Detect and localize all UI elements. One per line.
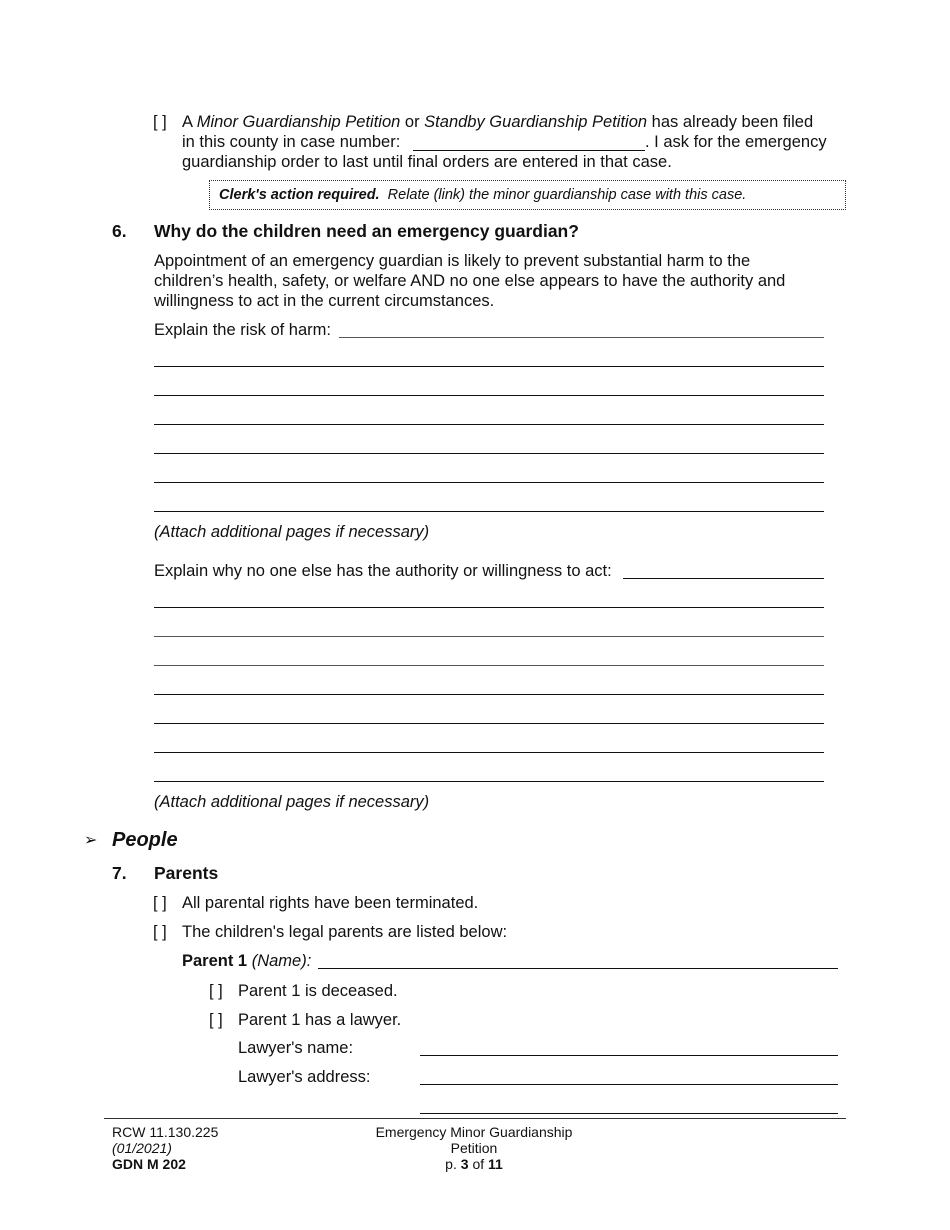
authority-line-6[interactable] xyxy=(154,752,824,753)
risk-of-harm-label: Explain the risk of harm: xyxy=(154,321,331,339)
lawyer-name-label: Lawyer's name: xyxy=(238,1039,354,1057)
standby-or: or xyxy=(404,113,420,131)
lawyer-address-field-2[interactable] xyxy=(420,1113,838,1114)
risk-line-1[interactable] xyxy=(154,366,824,367)
risk-line-2[interactable] xyxy=(154,395,824,396)
section-6-heading: Why do the children need an emergency guardian? xyxy=(154,221,579,241)
attach-note-2: (Attach additional pages if necessary) xyxy=(154,793,430,811)
page-of: of xyxy=(472,1156,485,1172)
parent-1-label-group xyxy=(182,951,311,971)
clerk-action-box xyxy=(209,180,846,210)
risk-line-6[interactable] xyxy=(154,511,824,512)
footer-title-line-2: Petition xyxy=(450,1140,498,1156)
risk-line-3[interactable] xyxy=(154,424,824,425)
terminated-label: All parental rights have been terminated. xyxy=(182,894,479,912)
standby-petition-name: Standby Guardianship Petition xyxy=(424,113,648,131)
deceased-label: Parent 1 is deceased. xyxy=(238,982,398,1000)
footer-rcw: RCW 11.130.225 xyxy=(112,1124,219,1140)
people-bullet-icon: ➢ xyxy=(84,832,98,849)
minor-petition-name: Minor Guardianship Petition xyxy=(196,113,401,131)
standby-line-1 xyxy=(182,112,813,132)
standby-line-2-start: in this county in case number: xyxy=(182,133,401,151)
parent-1-label: Parent 1 xyxy=(182,952,248,970)
parent-1-name-hint: (Name): xyxy=(251,952,312,970)
lawyer-name-field[interactable] xyxy=(420,1055,838,1056)
clerk-action-label: Clerk's action required. xyxy=(219,187,380,203)
section-6-para-line-3: willingness to act in the current circumstances. xyxy=(154,292,495,310)
standby-checkbox[interactable]: [ ] xyxy=(153,113,167,131)
authority-line-4[interactable] xyxy=(154,694,824,695)
authority-line-5[interactable] xyxy=(154,723,824,724)
risk-of-harm-field[interactable] xyxy=(339,337,824,338)
terminated-checkbox[interactable]: [ ] xyxy=(153,894,167,912)
risk-line-5[interactable] xyxy=(154,482,824,483)
risk-line-4[interactable] xyxy=(154,453,824,454)
page-total: 11 xyxy=(488,1156,503,1172)
authority-line-7[interactable] xyxy=(154,781,824,782)
listed-checkbox[interactable]: [ ] xyxy=(153,923,167,941)
footer-form-code: GDN M 202 xyxy=(112,1156,186,1172)
standby-line-3: guardianship order to last until final orders are entered in that case. xyxy=(182,153,672,171)
case-number-field[interactable] xyxy=(413,150,645,151)
listed-label: The children's legal parents are listed below: xyxy=(182,923,508,941)
authority-line-2[interactable] xyxy=(154,636,824,637)
section-7-number: 7. xyxy=(112,863,127,883)
footer-date: (01/2021) xyxy=(112,1140,172,1156)
authority-line-1[interactable] xyxy=(154,607,824,608)
footer-divider xyxy=(104,1118,846,1119)
has-lawyer-label: Parent 1 has a lawyer. xyxy=(238,1011,402,1029)
lawyer-address-field-1[interactable] xyxy=(420,1084,838,1085)
clerk-action-text: Relate (link) the minor guardianship case with this case. xyxy=(387,187,747,203)
lawyer-address-label: Lawyer's address: xyxy=(238,1068,371,1086)
standby-a: A xyxy=(182,113,193,131)
footer-title-line-1: Emergency Minor Guardianship xyxy=(375,1124,573,1140)
parent-1-name-field[interactable] xyxy=(318,968,838,969)
section-6-para-line-1: Appointment of an emergency guardian is likely to prevent substantial harm to the xyxy=(154,252,751,270)
people-title: People xyxy=(112,829,178,851)
page-current: 3 xyxy=(460,1156,469,1172)
standby-line-2-end: . I ask for the emergency xyxy=(645,133,827,151)
footer-page-number xyxy=(334,1156,614,1172)
standby-already-filed: has already been filed xyxy=(651,113,814,131)
page-prefix: p. xyxy=(445,1156,457,1172)
authority-label: Explain why no one else has the authority or willingness to act: xyxy=(154,562,612,580)
section-6-para-line-2: children’s health, safety, or welfare AND no one else appears to have the authority and xyxy=(154,272,786,290)
section-6-number: 6. xyxy=(112,221,127,241)
authority-field[interactable] xyxy=(623,578,824,579)
has-lawyer-checkbox[interactable]: [ ] xyxy=(209,1011,223,1029)
section-7-heading: Parents xyxy=(154,863,219,883)
authority-line-3[interactable] xyxy=(154,665,824,666)
deceased-checkbox[interactable]: [ ] xyxy=(209,982,223,1000)
attach-note-1: (Attach additional pages if necessary) xyxy=(154,523,430,541)
